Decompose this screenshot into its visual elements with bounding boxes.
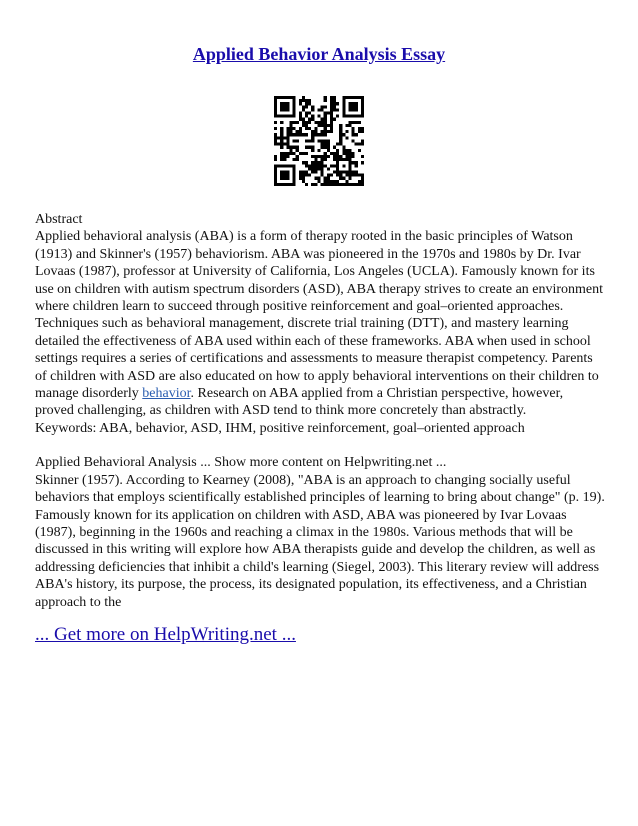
abstract-paragraph [35, 228, 605, 419]
section-heading: Applied Behavioral Analysis ... Show more content on Helpwriting.net ... [35, 455, 447, 471]
section-paragraph: Skinner (1957). According to Kearney (2008), "ABA is an approach to changing socially useful behaviors that employs scientifically established principles of learning to bring about change" (p. 19). Famously known for its application on children with ASD, ABA was pioneered by Ivar Lovaas (1987), beginning in the 1960s and reaching a climax in the 1980s. Various methods that will be discussed in this writing will explore how ABA therapists guide and develop the children, as well as addressing deficiencies that inhibit a child's learning (Siegel, 2003). This literary review will address ABA's history, its purpose, the process, its designated population, its effectiveness, and a Christian approach to the [35, 472, 605, 610]
qr-code-icon [274, 96, 364, 186]
keywords-line: Keywords: ABA, behavior, ASD, IHM, positive reinforcement, goal–oriented approach [35, 420, 525, 436]
behavior-link[interactable]: behavior [142, 386, 191, 402]
abstract-text-after-link: . Research on ABA applied from a Christian perspective, however, proved challenging, as children with ASD tend to think more concretely than abstractly. [35, 386, 564, 419]
paragraph-spacer [35, 437, 605, 454]
document-title [0, 44, 638, 65]
title-link[interactable]: Applied Behavior Analysis Essay [192, 44, 446, 64]
get-more-link[interactable]: ... Get more on HelpWriting.net ... [35, 624, 296, 645]
abstract-text-before-link: Applied behavioral analysis (ABA) is a form of therapy rooted in the basic principles of Watson (1913) and Skinner's (1957) behaviorism. ABA was pioneered in the 1970s and 1980s by Dr. Ivar Lovaas (1987), professor at University of California, Los Angeles (UCLA). Famously known for its use on children with autism spectrum disorders (ASD), ABA therapy strives to create an environment where children learn to succeed through positive reinforcement and goal–oriented approaches. Techniques such as behavioral management, discrete trial training (DTT), and mastery learning detailed the effectiveness of ABA used within each of these frameworks. ABA when used in school settings requires a series of certifications and assessments to measure therapist competency. Parents of children with ASD are also educated on how to apply behavioral interventions on their children to manage disorderly [35, 229, 604, 402]
abstract-heading: Abstract [35, 212, 83, 227]
essay-body [35, 211, 605, 611]
